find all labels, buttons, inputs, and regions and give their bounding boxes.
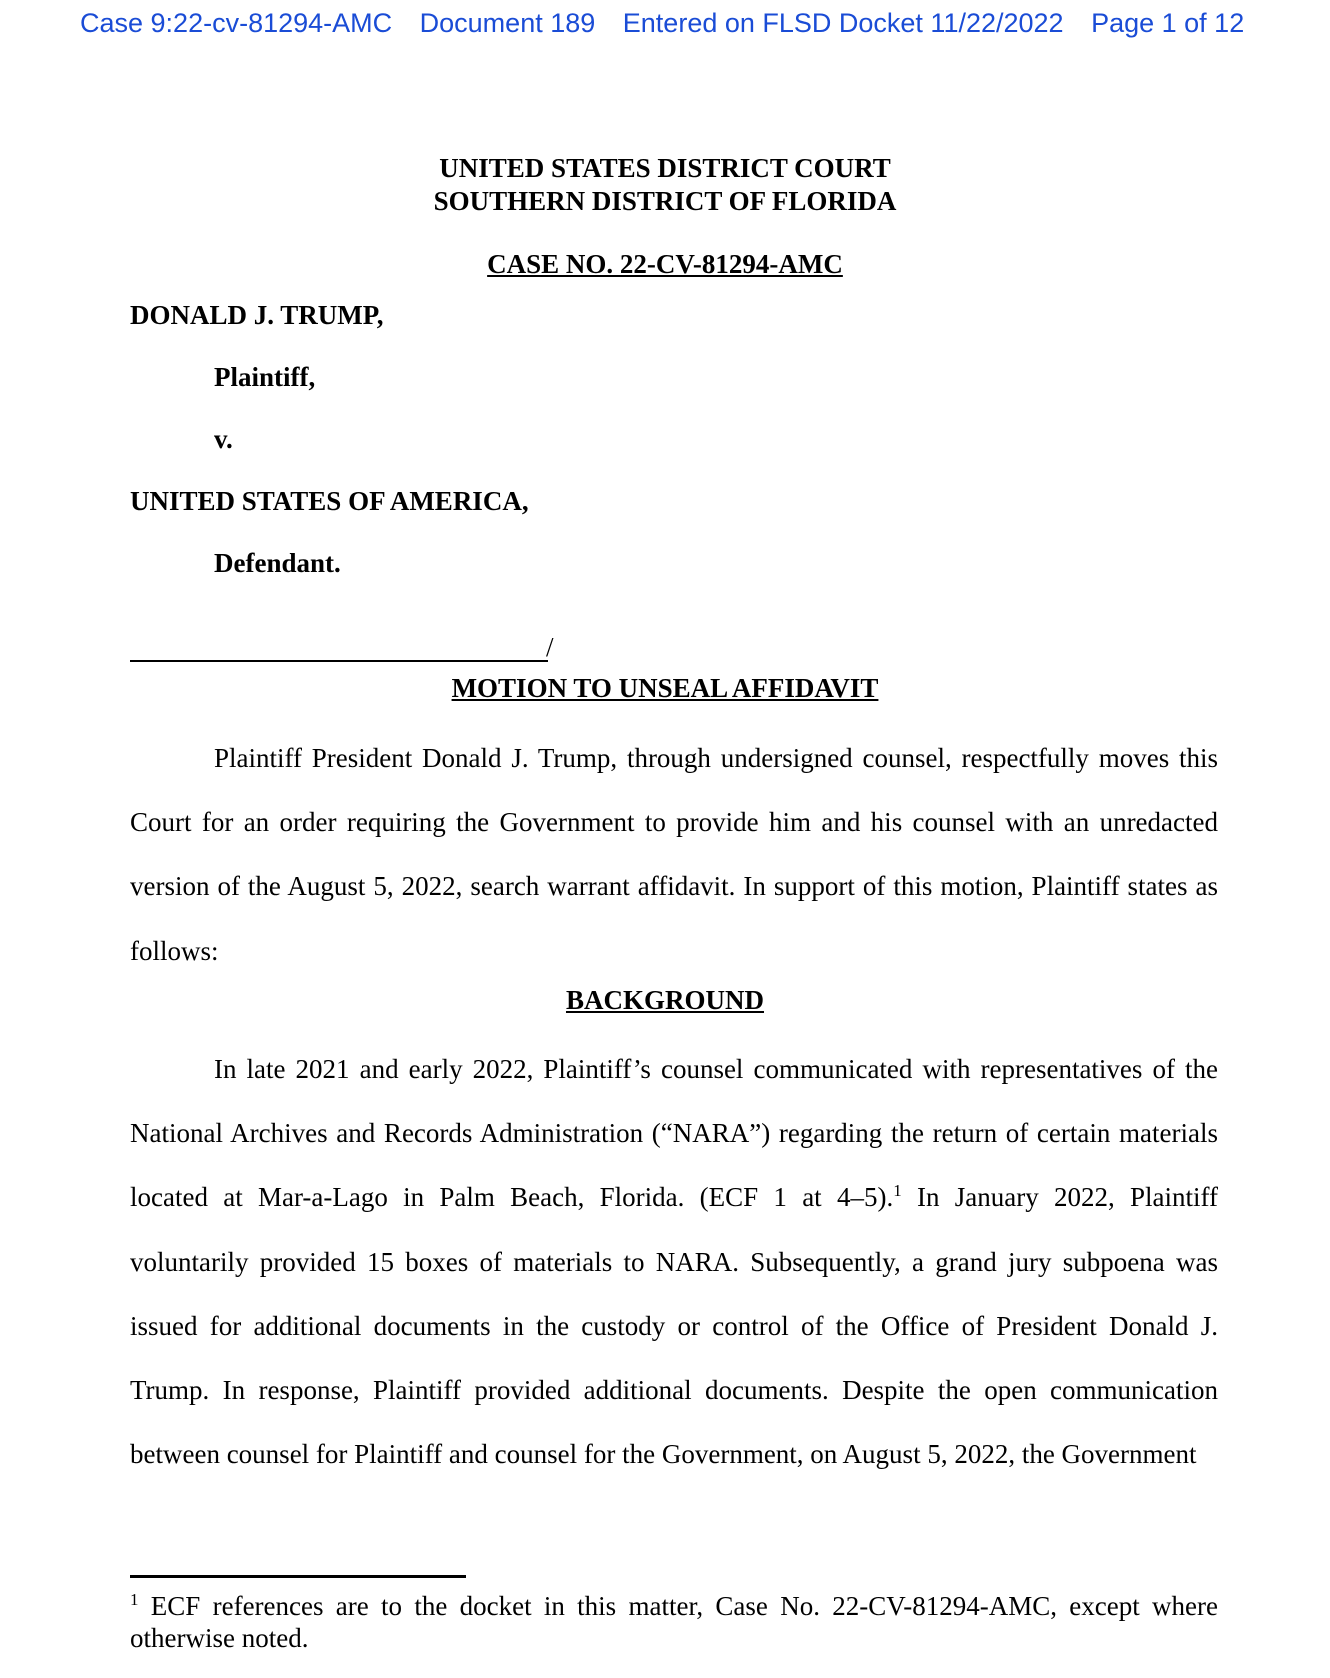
court-name-line-1: UNITED STATES DISTRICT COURT: [439, 153, 891, 183]
background-paragraph: [130, 1037, 1218, 1486]
plaintiff-role: Plaintiff,: [214, 362, 316, 392]
plaintiff-name: DONALD J. TRUMP,: [130, 300, 384, 330]
defendant-name: UNITED STATES OF AMERICA,: [130, 486, 529, 516]
footnote-text: ECF references are to the docket in this matter, Case No. 22-CV-81294-AMC, except where otherwise noted.: [130, 1591, 1218, 1653]
footnote-reference: 1: [893, 1181, 902, 1201]
docket-case-number: Case 9:22-cv-81294-AMC: [80, 8, 393, 38]
motion-title: MOTION TO UNSEAL AFFIDAVIT: [451, 673, 879, 703]
court-name-line-2: SOUTHERN DISTRICT OF FLORIDA: [433, 186, 897, 216]
background-heading: BACKGROUND: [565, 985, 764, 1015]
docket-page-count: Page 1 of 12: [1091, 8, 1245, 38]
caption-divider-slash: /: [546, 632, 554, 662]
defendant-role: Defendant.: [214, 548, 341, 578]
caption-divider-line: [130, 660, 548, 662]
court-name: [0, 152, 1330, 218]
versus-label: v.: [214, 424, 233, 454]
footnote: [130, 1590, 1218, 1654]
docket-header: [80, 8, 1280, 39]
background-paragraph-part-1: In late 2021 and early 2022, Plaintiff’s counsel communicated with representatives of the National Archives and Records Administration (“NARA”) regarding the return of certain materials located at Mar-a-Lago in Palm Beach, Florida. (ECF 1 at 4–5).: [130, 1054, 1218, 1213]
footnote-number: 1: [130, 1590, 139, 1609]
docket-document-number: Document 189: [419, 8, 596, 38]
intro-paragraph: Plaintiff President Donald J. Trump, through undersigned counsel, respectfully moves this Court for an order requiring the Government to provide him and his counsel with an unredacted version of the August 5, 2022, search warrant affidavit. In support of this motion, Plaintiff states as follows:: [130, 743, 1218, 966]
footnote-separator: [130, 1575, 466, 1578]
docket-entered-date: Entered on FLSD Docket 11/22/2022: [622, 8, 1064, 38]
case-number: CASE NO. 22-CV-81294-AMC: [487, 249, 843, 279]
background-paragraph-part-2: In January 2022, Plaintiff voluntarily provided 15 boxes of materials to NARA. Subsequently, a grand jury subpoena was issued for additional documents in the custody or control of the Office of President Donald J. Trump. In response, Plaintiff provided additional documents. Despite the open communication between counsel for Plaintiff and counsel for the Government, on August 5, 2022, the Government: [130, 1182, 1218, 1470]
